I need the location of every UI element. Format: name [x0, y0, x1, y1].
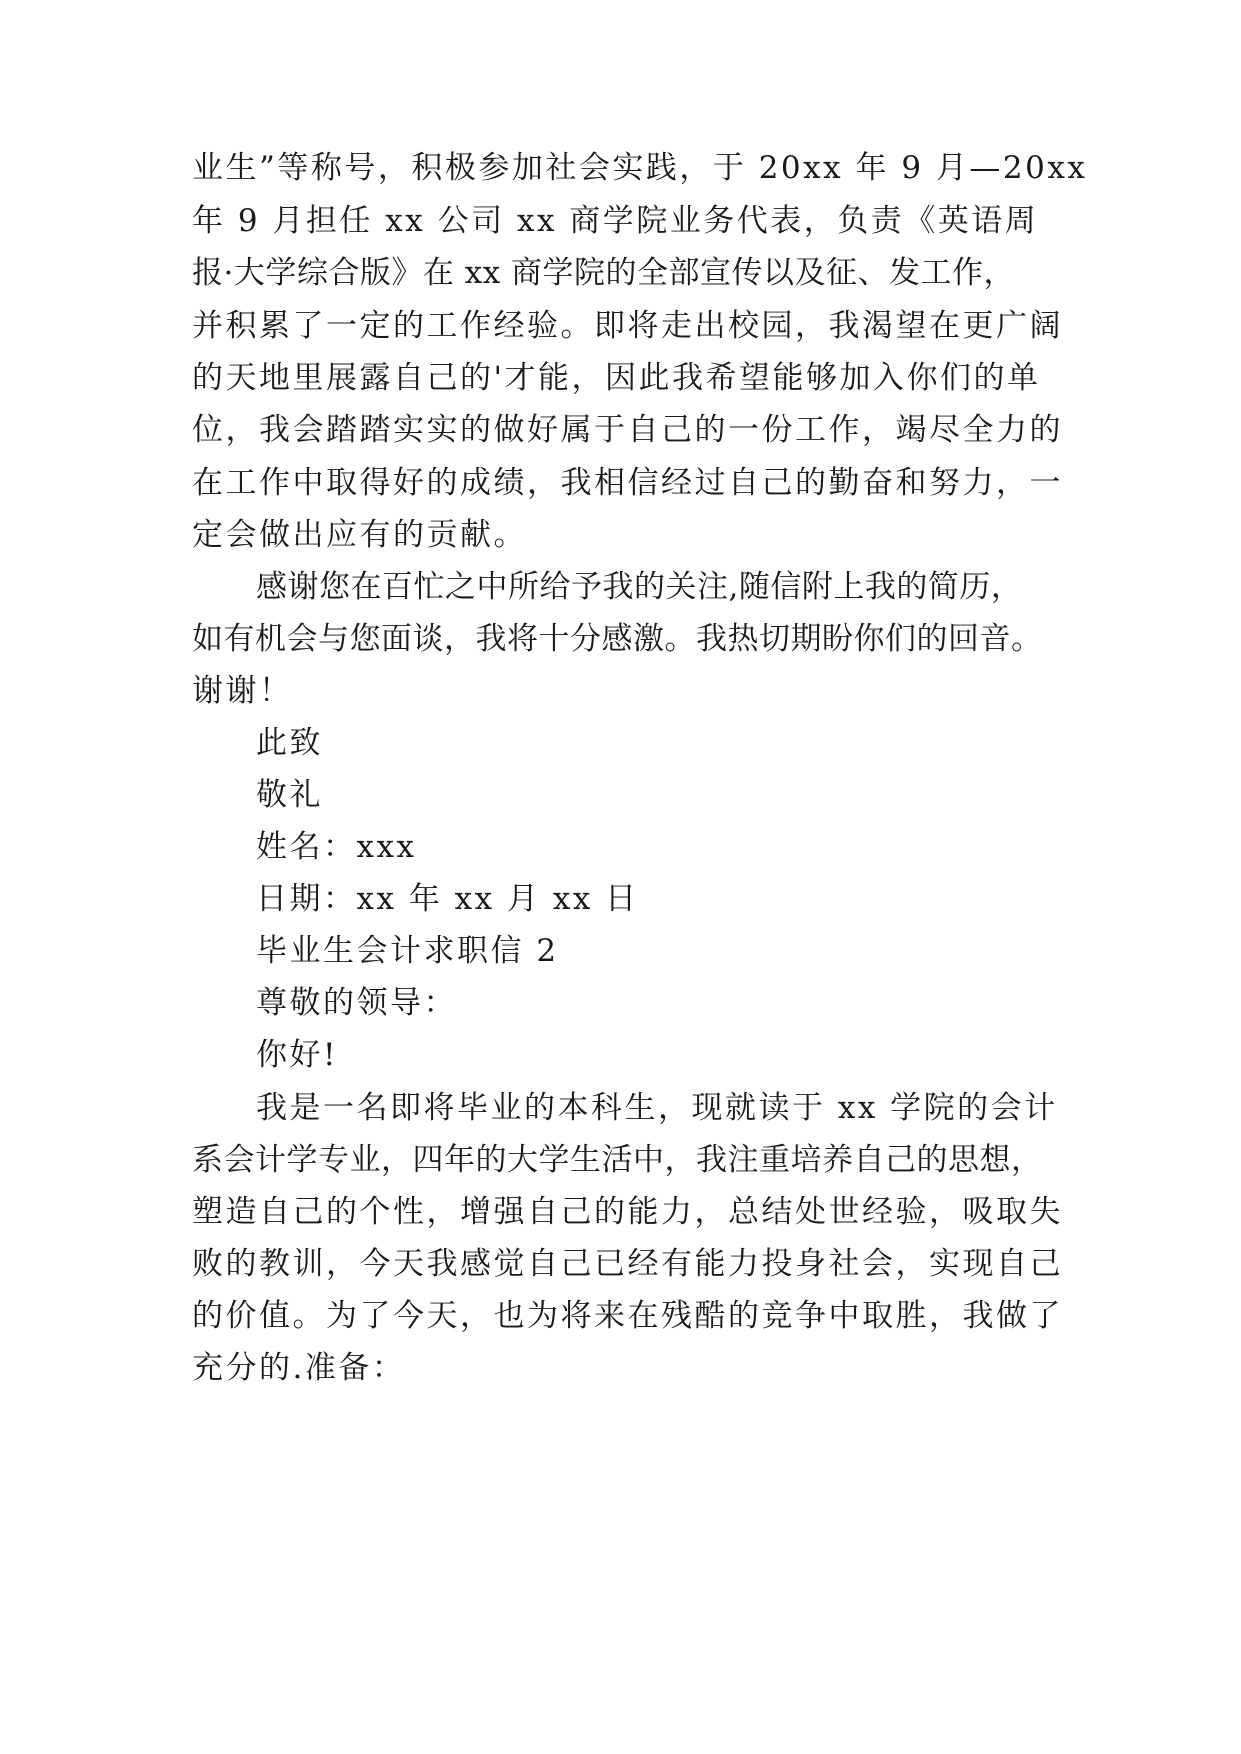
greeting-line: 尊敬的领导：	[256, 985, 457, 1021]
text-line: 系会计学专业，四年的大学生活中，我注重培养自己的思想，	[192, 1142, 1043, 1178]
salutation-line: 敬礼	[256, 777, 323, 813]
text-line: 的天地里展露自己的'才能，因此我希望能够加入你们的单	[192, 360, 1041, 396]
text-line: 并积累了一定的工作经验。即将走出校园，我渴望在更广阔	[192, 308, 1063, 344]
text-line: 充分的.准备：	[192, 1350, 406, 1386]
date-line: 日期：xx 年 xx 月 xx 日	[256, 881, 639, 917]
name-line: 姓名：xxx	[256, 829, 417, 865]
text-line: 如有机会与您面谈，我将十分感激。我热切期盼你们的回音。	[192, 621, 1043, 657]
text-line: 感谢您在百忙之中所给予我的关注,随信附上我的简历，	[256, 569, 1023, 605]
text-line: 的价值。为了今天，也为将来在残酷的竞争中取胜，我做了	[192, 1298, 1063, 1334]
closing-line: 此致	[256, 725, 323, 761]
text-line: 年 9 月担任 xx 公司 xx 商学院业务代表，负责《英语周	[192, 203, 1039, 239]
text-line: 报·大学综合版》在 xx 商学院的全部宣传以及征、发工作，	[192, 255, 1016, 291]
text-line: 位，我会踏踏实实的做好属于自己的一份工作，竭尽全力的	[192, 412, 1063, 448]
text-line: 业生”等称号，积极参加社会实践，于 20xx 年 9 月—20xx	[192, 150, 1088, 186]
text-line: 在工作中取得好的成绩，我相信经过自己的勤奋和努力，一	[192, 465, 1063, 501]
section-title: 毕业生会计求职信 2	[256, 933, 559, 969]
text-line: 塑造自己的个性，增强自己的能力，总结处世经验，吸取失	[192, 1194, 1063, 1230]
text-line: 我是一名即将毕业的本科生，现就读于 xx 学院的会计	[256, 1090, 1058, 1126]
text-line: 谢谢！	[192, 673, 293, 709]
text-line: 败的教训，今天我感觉自己已经有能力投身社会，实现自己	[192, 1246, 1063, 1282]
greeting-line: 你好!	[256, 1037, 338, 1073]
text-line: 定会做出应有的贡献。	[192, 517, 527, 553]
